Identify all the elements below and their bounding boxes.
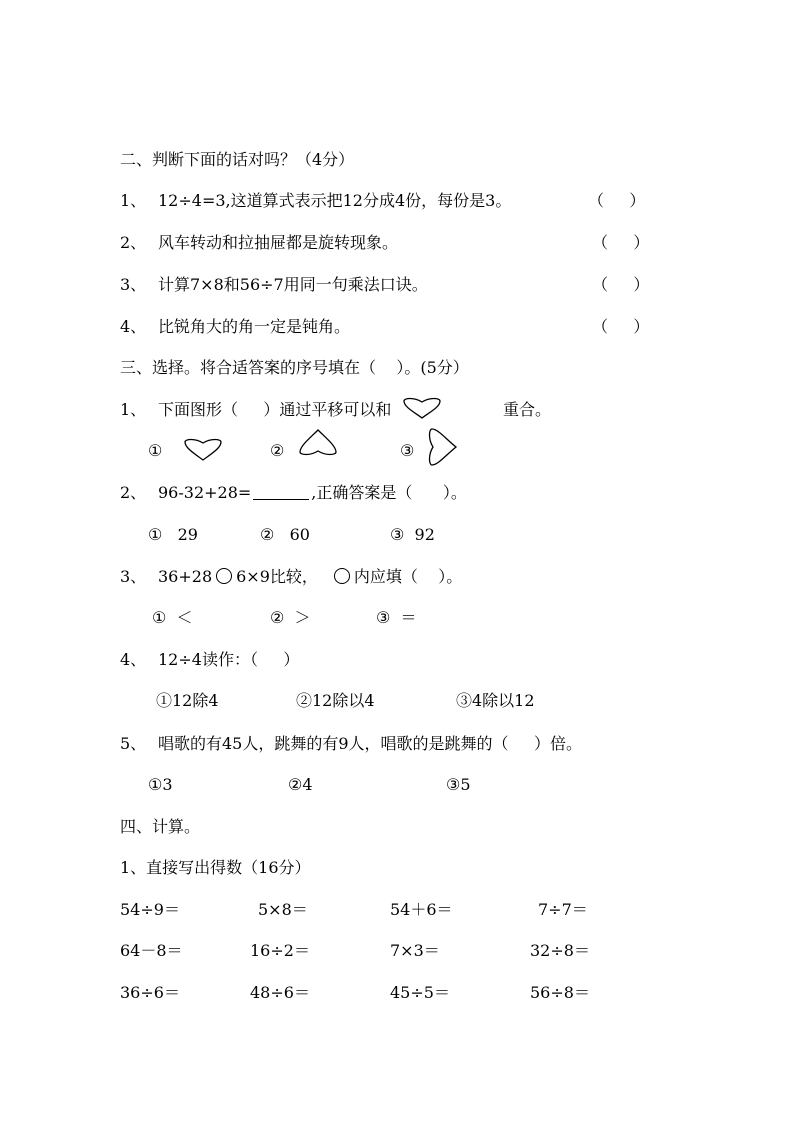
s3-q1-num: 1、 — [120, 400, 147, 419]
s3-q1-text-b: 重合。 — [503, 400, 552, 419]
s3-q3-expression: 36+28 — [158, 567, 213, 586]
s2-item4-answer-box[interactable]: （ ） — [592, 317, 650, 336]
s2-item3-answer-box[interactable]: （ ） — [592, 275, 650, 294]
calc-r1-c4: 7÷7＝ — [538, 900, 588, 919]
s3-q1-text: 下面图形（ ）通过平移可以和 — [158, 400, 392, 419]
s3-q2-option1[interactable]: ① 29 — [148, 525, 198, 544]
calc-r3-c4: 56÷8＝ — [530, 983, 590, 1002]
section3-title: 三、选择。将合适答案的序号填在（ ）。(5分） — [120, 358, 469, 377]
s3-q2-expression: 96-32+28= — [158, 483, 252, 502]
calc-r3-c1: 36÷6＝ — [120, 983, 180, 1002]
compare-circle-icon[interactable] — [216, 568, 232, 584]
s3-q3-num: 3、 — [120, 567, 147, 586]
calc-r2-c1: 64－8＝ — [120, 941, 183, 960]
section4-subtitle: 1、直接写出得数（16分） — [120, 858, 311, 877]
s2-item2-text: 风车转动和拉抽屉都是旋转现象。 — [158, 233, 399, 252]
heart-option1-icon — [183, 438, 223, 462]
calc-r3-c3: 45÷5＝ — [390, 983, 450, 1002]
s3-q2-option3[interactable]: ③ 92 — [390, 525, 435, 544]
s3-q2-blank[interactable] — [253, 483, 309, 500]
s2-item3-text: 计算7×8和56÷7用同一句乘法口诀。 — [158, 275, 428, 294]
s3-q4-option1[interactable]: ①12除4 — [156, 691, 219, 710]
heart-option2-icon — [298, 428, 338, 456]
s3-q5-option2[interactable]: ②4 — [288, 775, 313, 794]
s3-q2-num: 2、 — [120, 483, 147, 502]
compare-circle-ref-icon — [334, 568, 350, 584]
s3-q4-num: 4、 — [120, 650, 147, 669]
s2-item2-answer-box[interactable]: （ ） — [592, 233, 650, 252]
s3-q1-option2-label[interactable]: ② — [270, 441, 285, 460]
calc-r3-c2: 48÷6＝ — [250, 983, 310, 1002]
calc-r2-c4: 32÷8＝ — [530, 941, 590, 960]
s3-q2-option2[interactable]: ② 60 — [260, 525, 310, 544]
s3-q2-text-b: ,正确答案是（ ）。 — [311, 483, 467, 502]
calc-r1-c2: 5×8＝ — [258, 900, 308, 919]
s3-q3-option1[interactable]: ① ＜ — [152, 608, 193, 627]
s2-item1-text: 12÷4=3,这道算式表示把12分成4份，每份是3。 — [158, 191, 512, 210]
s3-q3-option3[interactable]: ③ ＝ — [376, 608, 417, 627]
s3-q3-text-c: 内应填（ ）。 — [353, 567, 463, 586]
s3-q4-option3[interactable]: ③4除以12 — [456, 691, 535, 710]
calc-r1-c1: 54÷9＝ — [120, 900, 180, 919]
s3-q4-text: 12÷4读作：（ ） — [158, 650, 300, 669]
s3-q5-text: 唱歌的有45人，跳舞的有9人，唱歌的是跳舞的（ ）倍。 — [158, 734, 582, 753]
calc-r1-c3: 54＋6＝ — [390, 900, 453, 919]
s3-q2-line — [158, 483, 467, 503]
s2-item4-text: 比锐角大的角一定是钝角。 — [158, 317, 351, 336]
s3-q4-option2[interactable]: ②12除以4 — [296, 691, 375, 710]
s2-item4-num: 4、 — [120, 317, 147, 336]
s3-q3-line — [158, 567, 462, 587]
heart-option3-icon — [428, 427, 458, 467]
s3-q5-option3[interactable]: ③5 — [446, 775, 471, 794]
s3-q1-option3-label[interactable]: ③ — [400, 441, 415, 460]
s2-item1-answer-box[interactable]: （ ） — [588, 191, 646, 210]
s3-q3-option2[interactable]: ② ＞ — [270, 608, 311, 627]
calc-r2-c2: 16÷2＝ — [250, 941, 310, 960]
section4-title: 四、计算。 — [120, 817, 201, 836]
heart-reference-icon — [402, 397, 442, 419]
s3-q3-text-b: 6×9比较， — [236, 567, 318, 586]
calc-r2-c3: 7×3＝ — [390, 941, 440, 960]
s3-q1-option1-label[interactable]: ① — [148, 441, 163, 460]
s2-item2-num: 2、 — [120, 233, 147, 252]
s3-q5-num: 5、 — [120, 734, 147, 753]
s3-q5-option1[interactable]: ①3 — [148, 775, 173, 794]
s2-item1-num: 1、 — [120, 191, 147, 210]
section2-title: 二、判断下面的话对吗？（4分） — [120, 150, 355, 169]
s2-item3-num: 3、 — [120, 275, 147, 294]
